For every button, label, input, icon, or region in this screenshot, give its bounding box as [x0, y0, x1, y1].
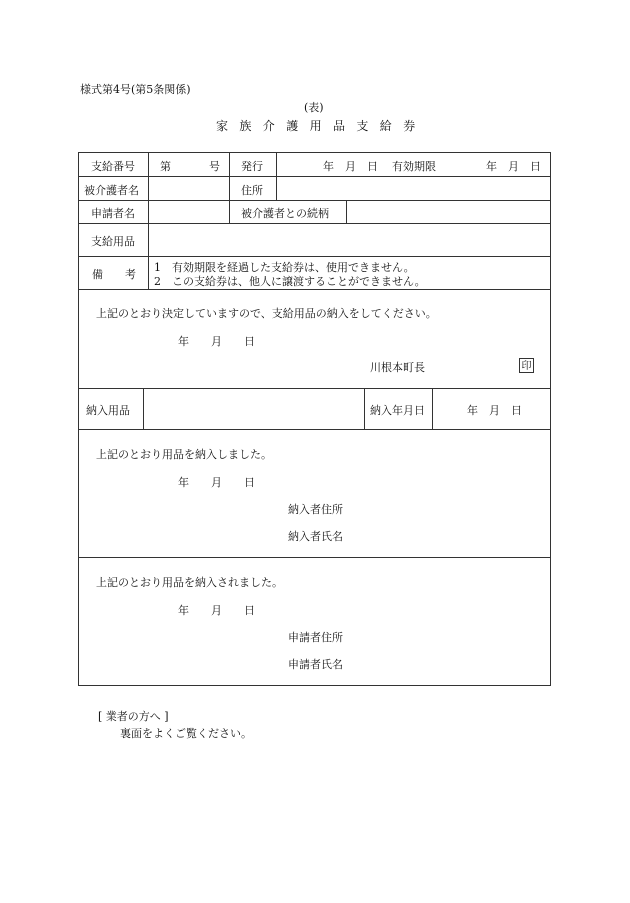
applicant-confirm-text: 上記のとおり用品を納入されました。: [96, 576, 283, 589]
applicant-confirm-date: 年 月 日: [178, 604, 255, 617]
applicant-label: 申請者名: [91, 207, 135, 220]
side-label: (表): [304, 101, 324, 114]
applicant-address-label: 申請者住所: [288, 631, 343, 644]
delivered-items-label: 納入用品: [86, 404, 130, 417]
document-title: 家族介護用品支給券: [216, 119, 427, 133]
remark-1: 1 有効期限を経過した支給券は、使用できません。: [154, 261, 415, 274]
coupon-number-label: 支給番号: [91, 160, 135, 173]
supplier-name-label: 納入者氏名: [288, 530, 343, 543]
delivery-date: 年 月 日: [467, 404, 522, 417]
supplier-address-label: 納入者住所: [288, 503, 343, 516]
supplier-confirm-text: 上記のとおり用品を納入しました。: [96, 448, 272, 461]
note-heading: [ 業者の方へ ]: [98, 710, 169, 723]
care-recipient-label: 被介護者名: [84, 184, 139, 197]
remarks-label: 備 考: [92, 268, 136, 281]
relation-label: 被介護者との続柄: [241, 207, 329, 220]
coupon-number-prefix: 第: [160, 160, 171, 173]
coupon-number-suffix: 号: [209, 160, 220, 173]
valid-date: 年 月 日: [486, 160, 541, 173]
issued-label: 発行: [241, 160, 263, 173]
delivery-date-label: 納入年月日: [370, 404, 425, 417]
signer-name: 川根本町長: [370, 361, 425, 374]
form-number: 様式第4号(第5条関係): [80, 83, 191, 96]
seal-mark: 印: [519, 358, 534, 373]
valid-label: 有効期限: [392, 160, 436, 173]
address-label: 住所: [241, 184, 263, 197]
decision-text: 上記のとおり決定していますので、支給用品の納入をしてください。: [96, 307, 437, 320]
issued-date: 年 月 日: [323, 160, 378, 173]
decision-date: 年 月 日: [178, 335, 255, 348]
note-body: 裏面をよくご覧ください。: [120, 727, 252, 740]
supplier-confirm-date: 年 月 日: [178, 476, 255, 489]
supplied-items-label: 支給用品: [91, 235, 135, 248]
applicant-name-label: 申請者氏名: [288, 658, 343, 671]
remark-2: 2 この支給券は、他人に譲渡することができません。: [154, 275, 426, 288]
